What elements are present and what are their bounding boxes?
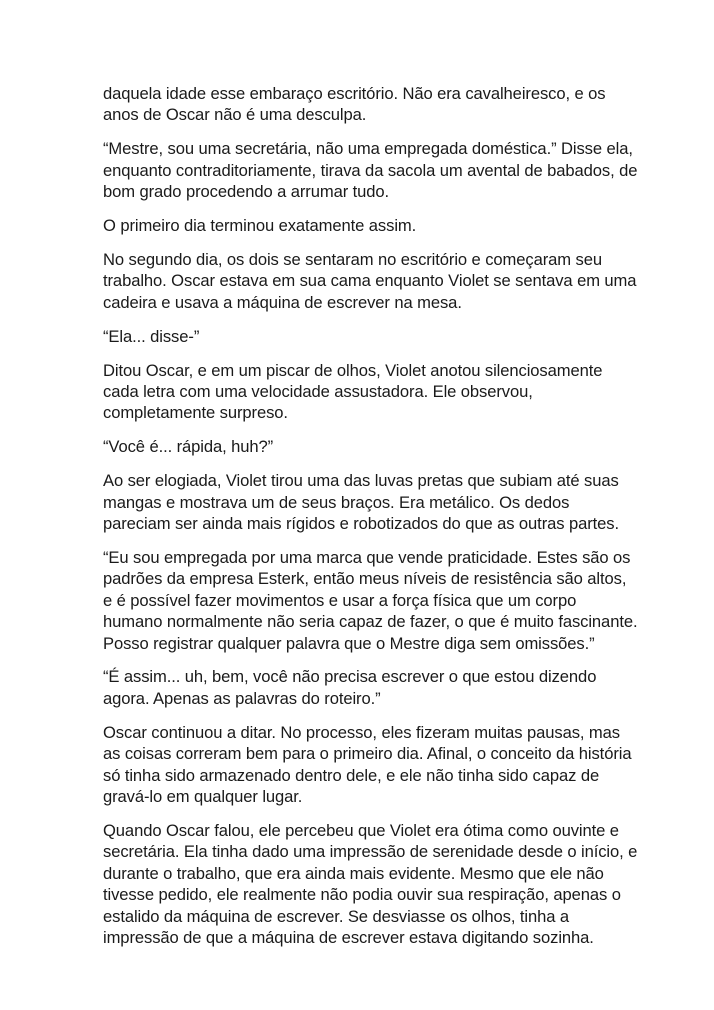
text-line: impressão de que a máquina de escrever estava digitando sozinha. (103, 927, 594, 947)
text-line: agora. Apenas as palavras do roteiro.” (103, 688, 381, 708)
paragraph (103, 360, 623, 424)
paragraph (103, 436, 623, 457)
text-line: humano normalmente não seria capaz de fazer, o que é muito fascinante. (103, 612, 638, 632)
text-line: mangas e mostrava um de seus braços. Era metálico. Os dedos (103, 492, 570, 512)
text-line: “Ela... disse-” (103, 326, 200, 346)
text-line: O primeiro dia terminou exatamente assim. (103, 216, 417, 236)
text-line: Oscar continuou a ditar. No processo, eles fizeram muitas pausas, mas (103, 722, 620, 742)
text-line: “Mestre, sou uma secretária, não uma empregada doméstica.” Disse ela, (103, 139, 633, 159)
text-line: durante o trabalho, que era ainda mais evidente. Mesmo que ele não (103, 863, 604, 883)
text-line: as coisas correram bem para o primeiro dia. Afinal, o conceito da história (103, 744, 632, 764)
paragraph (103, 83, 623, 126)
text-line: anos de Oscar não é uma desculpa. (103, 105, 367, 125)
text-line: tivesse pedido, ele realmente não podia ouvir sua respiração, apenas o (103, 885, 621, 905)
text-line: “Você é... rápida, huh?” (103, 437, 274, 457)
paragraph (103, 820, 638, 948)
text-line: trabalho. Oscar estava em sua cama enquanto Violet se sentava em uma (103, 271, 637, 291)
text-line: “É assim... uh, bem, você não precisa escrever o que estou dizendo (103, 667, 597, 687)
text-line: bom grado procedendo a arrumar tudo. (103, 182, 390, 202)
text-line: daquela idade esse embaraço escritório. Não era cavalheiresco, e os (103, 84, 606, 103)
paragraph (103, 547, 638, 654)
text-line: cadeira e usava a máquina de escrever na mesa. (103, 292, 462, 312)
text-line: pareciam ser ainda mais rígidos e robotizados do que as outras partes. (103, 514, 619, 533)
paragraph (103, 722, 632, 808)
text-line: secretária. Ela tinha dado uma impressão de serenidade desde o início, e (103, 842, 638, 862)
text-line: cada letra com uma velocidade assustadora. Ele observou, (103, 381, 533, 401)
paragraph (103, 470, 623, 534)
text-line: gravá-lo em qualquer lugar. (103, 786, 303, 806)
paragraph (103, 138, 638, 202)
paragraph (103, 326, 623, 347)
text-line: enquanto contraditoriamente, tirava da sacola um avental de babados, de (103, 160, 638, 180)
paragraph (103, 215, 623, 236)
text-line: “Eu sou empregada por uma marca que vende praticidade. Estes são os (103, 547, 631, 567)
text-line: No segundo dia, os dois se sentaram no escritório e começaram seu (103, 249, 602, 269)
text-line: Posso registrar qualquer palavra que o Mestre diga sem omissões.” (103, 633, 595, 653)
text-line: Quando Oscar falou, ele percebeu que Violet era ótima como ouvinte e (103, 820, 619, 840)
text-line: Ao ser elogiada, Violet tirou uma das luvas pretas que subiam até suas (103, 471, 619, 491)
text-line: e é possível fazer movimentos e usar a força física que um corpo (103, 590, 577, 610)
text-line: Ditou Oscar, e em um piscar de olhos, Violet anotou silenciosamente (103, 360, 603, 380)
paragraph (103, 249, 637, 313)
text-line: só tinha sido armazenado dentro dele, e ele não tinha sido capaz de (103, 765, 600, 785)
text-line: completamente surpreso. (103, 403, 288, 423)
text-line: padrões da empresa Esterk, então meus níveis de resistência são altos, (103, 569, 627, 589)
paragraph (103, 666, 623, 709)
text-body (103, 83, 638, 961)
text-line: estalido da máquina de escrever. Se desviasse os olhos, tinha a (103, 906, 569, 926)
